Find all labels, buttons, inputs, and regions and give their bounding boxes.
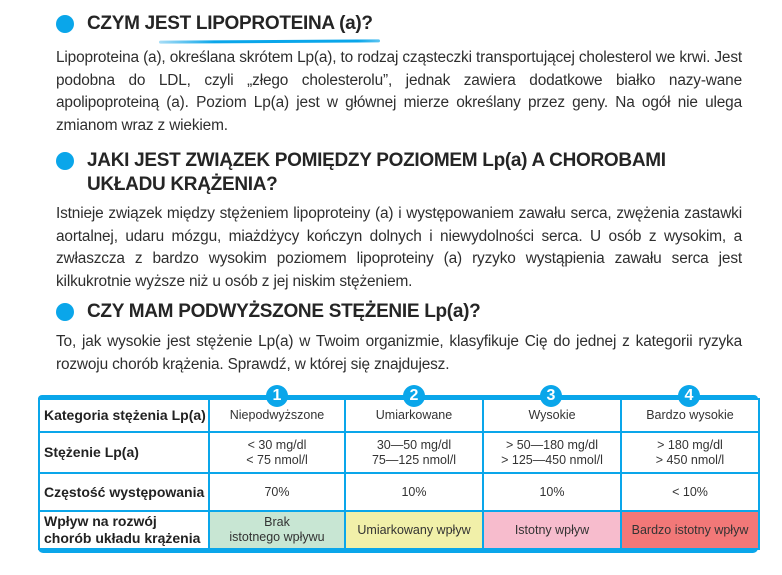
frequency-cell: 10% xyxy=(483,473,621,511)
frequency-cell: < 10% xyxy=(621,473,759,511)
heading-underline-decoration xyxy=(159,39,380,43)
category-cell: Wysokie xyxy=(483,399,621,432)
heading-text: CZY MAM PODWYŻSZONE STĘŻENIE Lp(a)? xyxy=(87,301,481,322)
table-grid xyxy=(38,398,760,550)
category-number-badge: 4 xyxy=(678,385,700,407)
concentration-cell xyxy=(345,432,483,473)
nmol-value: > 125—450 nmol/l xyxy=(501,452,603,467)
label-line: chorób układu krążenia xyxy=(44,530,201,546)
section-body-2: Istnieje związek między stężeniem lipoproteiny (a) i występowaniem zawału serca, zwężenia zastawki aortalnej, udaru mózgu, miażdżycy kończyn dolnych i niewydolności serca. U osób z wysokim, a zwłaszcza z bardzo wysokim poziomem lipoproteiny (a) ryzyko wystąpienia zawału serca jest kilkukrotnie wyższe niż u osób z jej niskim stężeniem. xyxy=(56,205,742,290)
category-number-badge: 2 xyxy=(403,385,425,407)
mgdl-value: 30—50 mg/dl xyxy=(376,437,452,452)
nmol-value: > 450 nmol/l xyxy=(655,452,725,467)
category-number-badge: 1 xyxy=(266,385,288,407)
concentration-cell xyxy=(483,432,621,473)
table-bottom-border xyxy=(38,548,758,553)
row-label: Częstość występowania xyxy=(39,473,209,511)
section-body-3: To, jak wysokie jest stężenie Lp(a) w Twoim organizmie, klasyfikuje Cię do jednej z kategorii ryzyka rozwoju chorób krążenia. Sprawdź, w której się znajdujesz. xyxy=(56,333,742,373)
concentration-cell xyxy=(209,432,345,473)
frequency-cell: 70% xyxy=(209,473,345,511)
mgdl-value: < 30 mg/dl xyxy=(247,437,307,452)
row-label xyxy=(39,511,209,549)
table-row xyxy=(39,473,759,511)
category-cell: Umiarkowane xyxy=(345,399,483,432)
mgdl-value: > 180 mg/dl xyxy=(657,437,723,452)
category-cell: Bardzo wysokie xyxy=(621,399,759,432)
row-label: Kategoria stężenia Lp(a) xyxy=(39,399,209,432)
category-number-badge: 3 xyxy=(540,385,562,407)
bullet-dot-icon xyxy=(56,15,74,33)
section-body-1: Lipoproteina (a), określana skrótem Lp(a), to rodzaj cząsteczki transportującej cholesterol we krwi. Jest podobna do LDL, czyli „złego cholesterolu”, jednak zawiera dodatkowe białko nazy-wane apolipoproteiną (a). Poziom Lp(a) jest w głównej mierze określany przez geny. Na ogół nie ulega zmianom wraz z wiekiem. xyxy=(56,49,742,134)
concentration-cell xyxy=(621,432,759,473)
label-line: Wpływ na rozwój xyxy=(44,513,157,529)
nmol-value: < 75 nmol/l xyxy=(246,452,308,467)
bullet-dot-icon xyxy=(56,152,74,170)
frequency-cell: 10% xyxy=(345,473,483,511)
impact-cell-very-significant: Bardzo istotny wpływ xyxy=(621,511,759,549)
section-heading-1 xyxy=(56,12,373,36)
section-heading-2 xyxy=(56,149,676,197)
impact-line: istotnego wpływu xyxy=(229,530,325,544)
table-row xyxy=(39,511,759,549)
bullet-dot-icon xyxy=(56,303,74,321)
impact-line: Brak xyxy=(264,515,290,529)
table-row xyxy=(39,432,759,473)
nmol-value: 75—125 nmol/l xyxy=(371,452,457,467)
category-cell: Niepodwyższone xyxy=(209,399,345,432)
impact-cell-none xyxy=(209,511,345,549)
mgdl-value: > 50—180 mg/dl xyxy=(505,437,599,452)
heading-text: CZYM JEST LIPOPROTEINA (a)? xyxy=(87,13,373,34)
impact-cell-moderate: Umiarkowany wpływ xyxy=(345,511,483,549)
table-row xyxy=(39,399,759,432)
heading-text: JAKI JEST ZWIĄZEK POMIĘDZY POZIOMEM Lp(a) A CHOROBAMI UKŁADU KRĄŻENIA? xyxy=(87,150,666,195)
section-heading-3 xyxy=(56,300,480,324)
row-label: Stężenie Lp(a) xyxy=(39,432,209,473)
impact-cell-significant: Istotny wpływ xyxy=(483,511,621,549)
